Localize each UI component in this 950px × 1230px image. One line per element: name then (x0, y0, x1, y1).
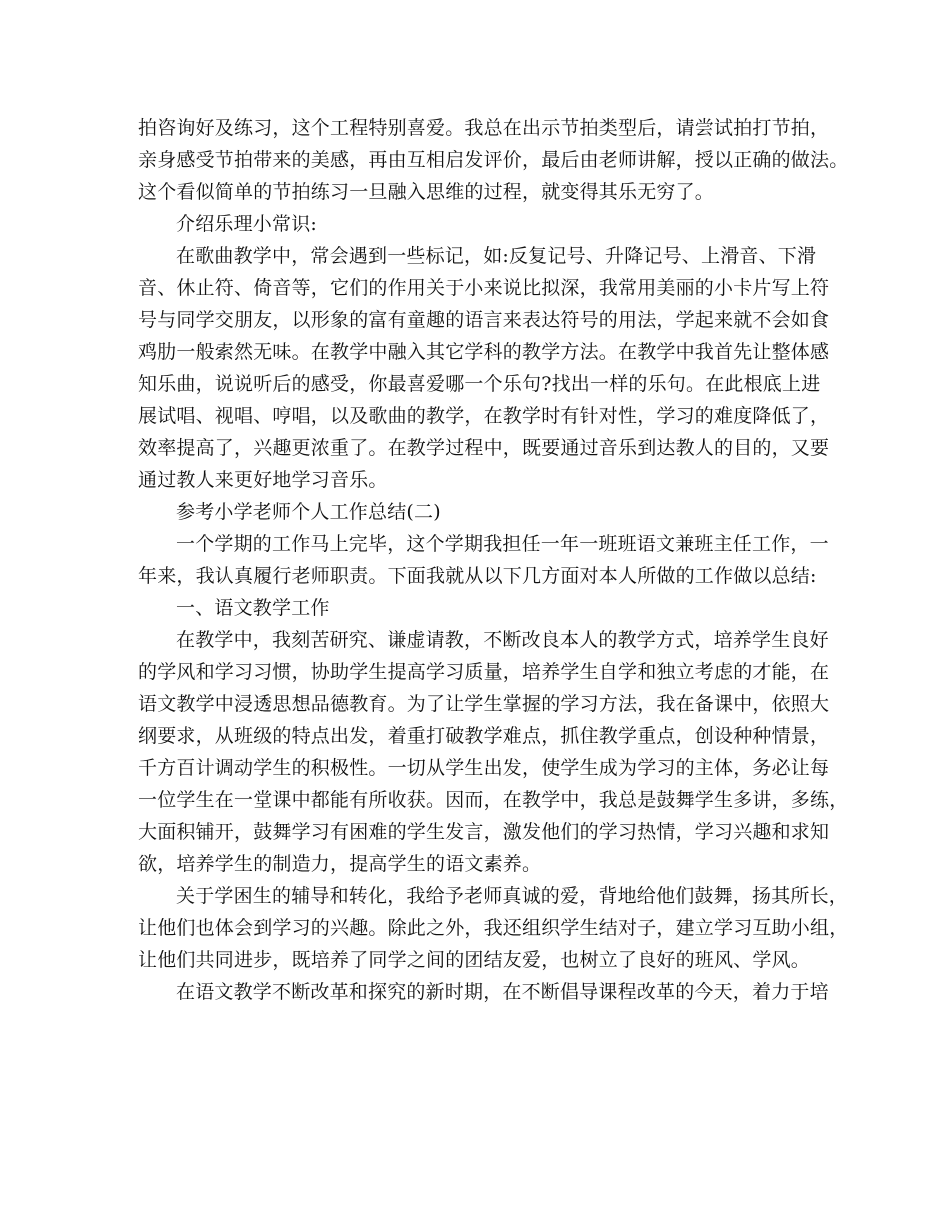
text-line: 鸡肋一般索然无味。在教学中融入其它学科的教学方法。在教学中我首先让整体感 (138, 341, 830, 363)
text-line: 语文教学中浸透思想品德教育。为了让学生掌握的学习方法，我在备课中，依照大 (138, 693, 830, 715)
text-line: 让他们也体会到学习的兴趣。除此之外，我还组织学生结对子，建立学习互助小组， (138, 917, 849, 939)
paragraph (138, 880, 849, 976)
text-line: 纲要求，从班级的特点出发，着重打破教学难点，抓住教学重点，创设种种情景， (138, 725, 830, 747)
text-line: 亲身感受节拍带来的美感，再由互相启发评价，最后由老师讲解，授以正确的做法。 (138, 149, 849, 171)
text-line: 介绍乐理小常识: (176, 213, 318, 235)
text-line: 千方百计调动学生的积极性。一切从学生出发，使学生成为学习的主体，务必让每 (138, 757, 830, 779)
text-line: 拍咨询好及练习，这个工程特别喜爱。我总在出示节拍类型后，请尝试拍打节拍， (138, 117, 830, 139)
text-line: 在歌曲教学中，常会遇到一些标记，如:反复记号、升降记号、上滑音、下滑 (176, 245, 817, 267)
text-line: 一位学生在一堂课中都能有所收获。因而，在教学中，我总是鼓舞学生多讲，多练， (138, 789, 849, 811)
text-line: 一、语文教学工作 (176, 597, 330, 619)
text-line: 年来，我认真履行老师职责。下面我就从以下几方面对本人所做的工作做以总结: (138, 565, 817, 587)
text-line: 大面积铺开，鼓舞学习有困难的学生发言，激发他们的学习热情，学习兴趣和求知 (138, 821, 830, 843)
paragraph (138, 112, 849, 208)
paragraph (138, 976, 828, 1008)
text-line: 在语文教学不断改革和探究的新时期，在不断倡导课程改革的今天，着力于培 (176, 981, 829, 1003)
paragraph (138, 528, 828, 592)
text-line: 让他们共同进步，既培养了同学之间的团结友爱，也树立了良好的班风、学风。 (138, 949, 811, 971)
paragraph (138, 624, 849, 880)
text-line: 欲，培养学生的制造力，提高学生的语文素养。 (138, 853, 542, 875)
document-body (138, 112, 849, 1008)
text-line: 知乐曲，说说听后的感受，你最喜爱哪一个乐句?找出一样的乐句。在此根底上进 (138, 373, 821, 395)
text-line: 关于学困生的辅导和转化，我给予老师真诚的爱，背地给他们鼓舞，扬其所长， (176, 885, 849, 907)
text-line: 展试唱、视唱、哼唱，以及歌曲的教学，在教学时有针对性，学习的难度降低了， (138, 405, 830, 427)
text-line: 这个看似简单的节拍练习一旦融入思维的过程，就变得其乐无穷了。 (138, 181, 715, 203)
text-line: 通过教人来更好地学习音乐。 (138, 469, 388, 491)
text-line: 在教学中，我刻苦研究、谦虚请教，不断改良本人的教学方式，培养学生良好 (176, 629, 829, 651)
text-line: 一个学期的工作马上完毕，这个学期我担任一年一班班语文兼班主任工作，一 (176, 533, 829, 555)
paragraph (138, 240, 828, 496)
text-line: 号与同学交朋友，以形象的富有童趣的语言来表达符号的用法，学起来就不会如食 (138, 309, 830, 331)
paragraph (138, 592, 828, 624)
text-line: 的学风和学习习惯，协助学生提高学习质量，培养学生自学和独立考虑的才能，在 (138, 661, 830, 683)
paragraph (138, 496, 828, 528)
text-line: 参考小学老师个人工作总结(二) (176, 501, 441, 523)
paragraph (138, 208, 828, 240)
text-line: 效率提高了，兴趣更浓重了。在教学过程中，既要通过音乐到达教人的目的，又要 (138, 437, 830, 459)
text-line: 音、休止符、倚音等，它们的作用关于小来说比拟深，我常用美丽的小卡片写上符 (138, 277, 830, 299)
